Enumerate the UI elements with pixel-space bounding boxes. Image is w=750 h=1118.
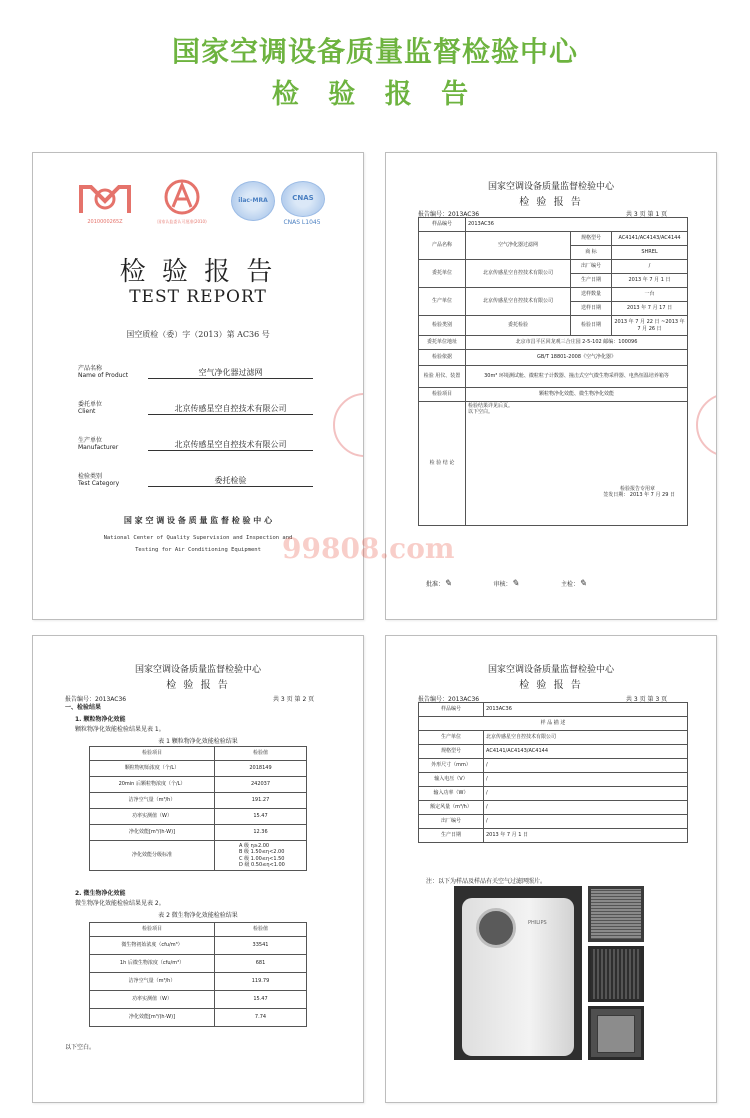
report-number: 报告编号：2013AC36 [418, 696, 480, 703]
table-row: 微生物初始浓度（cfu/m³） 33541 [90, 937, 307, 955]
page-head-2: 检 验 报 告 [519, 680, 583, 691]
cover-fields [78, 363, 328, 507]
photo-note: 注：以下为样品及样品有关空气过滤网照片。 [426, 878, 547, 885]
conclusion-cell: 检验结果详见后页。 以下空白。 检验报告专用章 签发日期： 2013 年 7 月 29 日 [466, 402, 688, 526]
category-value: 委托检验 [148, 475, 313, 487]
page-head-1: 国家空调设备质量监督检验中心 [487, 182, 614, 192]
ilac-mra-logo: ilac-MRA [231, 181, 275, 221]
field-client: 委托单位 Client 北京传感星空自控技术有限公司 [78, 399, 328, 435]
table-1: 检验项目 检验值 颗粒物初始浓度（个/L） 2018149 20min 后颗粒物浓度（个/L） 242037 洁净空气量（m³/h） 191.27 功率实测值（W） 15.47 净化效能[m³/(h·W)] 12.36 净化效能分级标准 A 级 η≥2.00 B 级 1.50≤η<2.00 C 级 1.00≤η<1.50 D 级 0.50≤η<1.00 [89, 746, 307, 871]
table-row: 额定风量（m³/h） / [419, 801, 688, 815]
table-row: 净化效能[m³/(h·W)] 7.74 [90, 1009, 307, 1027]
cma-logo: 2010000265Z [77, 183, 133, 223]
client-value: 北京传感星空自控技术有限公司 [148, 403, 313, 415]
page-info: 共 3 页 第 3 页 [626, 696, 668, 703]
center-name-cn: 国 家 空 调 设 备 质 量 监 督 检 验 中 心 [123, 516, 273, 525]
filter-photo-1 [588, 886, 644, 942]
table-row: 净化效能分级标准 A 级 η≥2.00 B 级 1.50≤η<2.00 C 级 1.00≤η<1.50 D 级 0.50≤η<1.00 [90, 841, 307, 871]
cnas-caption: CNAS L1045 [283, 219, 321, 226]
purifier-brand: PHILIPS [528, 920, 547, 926]
table-row: 洁净空气量（m³/h） 191.27 [90, 793, 307, 809]
table1-title: 表 1 颗粒物净化效能检验结果 [158, 738, 238, 745]
table-row: 规格型号 AC4141/AC4143/AC4144 [419, 745, 688, 759]
field-manufacturer: 生产单位 Manufacturer 北京传感星空自控技术有限公司 [78, 435, 328, 471]
cnas-logo: CNAS [281, 181, 325, 217]
filter-photo-2 [588, 946, 644, 1002]
table-row: 输入功率（W） / [419, 787, 688, 801]
page-info: 共 3 页 第 1 页 [626, 211, 668, 218]
field-category: 检验类别 Test Category 委托检验 [78, 471, 328, 507]
cal-logo: 国家认监委认可批准(2010) [151, 179, 213, 223]
table-row: 生产单位 北京传感星空自控技术有限公司 [419, 731, 688, 745]
page-info: 共 3 页 第 2 页 [273, 696, 315, 703]
report-number: 报告编号：2013AC36 [418, 211, 480, 218]
report-page-3 [385, 635, 717, 1103]
table-row: 颗粒物初始浓度（个/L） 2018149 [90, 761, 307, 777]
table-row: 功率实测值（W） 15.47 [90, 991, 307, 1009]
main-title: 国家空调设备质量监督检验中心 [171, 35, 578, 68]
summary-table: 样品编号 2013AC36 产品名称 空气净化器过滤网 规格型号 AC4141/AC4143/AC4144 商 标 SHREL 委托单位 北京传感星空自控技术有限公司 出厂编号 / 生产日期 2013 年 7 月 1 日 生产单位 北京传感星空自控技术有限公司 送样数量 一台 送样日期 2013 年 7 月 17 日 检验类别 委托检验 检验日期 2013 年 7 月 22 日 ~2013 年 7 月 26 日 委托单位地址 北京市昌平区回龙观三合庄园 2-5-102 邮编：100096 检验依据 GB/T 18801-2008《空气净化器》 检验 用仪、装置 30m³ 环境测试舱、微粒粒子计数器、撞击式空气微生物采样器、电热恒温培养箱等 检验项目 颗粒物净化效能、微生物净化效能 检 验 结 论 检验结果详见后页。 以下空白。 检验报告专用章 签发日期： 2013 年 7 月 29 日 [418, 217, 688, 526]
subsection-1: 1. 颗粒物净化效能 [75, 716, 126, 723]
table2-title: 表 2 微生物净化效能检验结果 [158, 912, 238, 919]
cover-report-number: 国空质检（委）字（2013）第 AC36 号 [126, 330, 270, 339]
center-name-en-line1: National Center of Quality Supervision and Inspection and [103, 535, 293, 541]
main-subtitle: 检 验 报 告 [271, 79, 479, 110]
page-head-2: 检 验 报 告 [166, 680, 230, 691]
report-page-2 [32, 635, 364, 1103]
table-row: 净化效能[m³/(h·W)] 12.36 [90, 825, 307, 841]
page-head-1: 国家空调设备质量监督检验中心 [487, 665, 614, 675]
table-row: 洁净空气量（m³/h） 119.79 [90, 973, 307, 991]
subsection-2: 2. 微生物净化效能 [75, 890, 126, 897]
table-row: 功率实测值（W） 15.47 [90, 809, 307, 825]
section-title: 一、检验结果 [65, 704, 102, 711]
table-row: 20min 后颗粒物浓度（个/L） 242037 [90, 777, 307, 793]
purifier-body [462, 898, 574, 1056]
report-number: 报告编号：2013AC36 [65, 696, 127, 703]
cover-title-cn: 检 验 报 告 [119, 257, 277, 287]
purifier-dial [476, 908, 516, 948]
page-head-2: 检 验 报 告 [519, 197, 583, 208]
cover-title-en: TEST REPORT [129, 287, 267, 307]
purifier-photo [454, 886, 582, 1060]
table-row: 1h 后微生物浓度（cfu/m³） 681 [90, 955, 307, 973]
subsection-2-note: 微生物净化效能检验结果见表 2。 [75, 900, 165, 907]
table-row: 输入电压（V） / [419, 773, 688, 787]
page-head-1: 国家空调设备质量监督检验中心 [134, 665, 261, 675]
filter-photo-3 [588, 1006, 644, 1060]
manufacturer-value: 北京传感星空自控技术有限公司 [148, 439, 313, 451]
watermark: 99808.com [282, 532, 455, 565]
stamp-mark [696, 393, 717, 457]
product-value: 空气净化器过滤网 [148, 367, 313, 379]
subsection-1-note: 颗粒物净化效能检验结果见表 1。 [75, 726, 165, 733]
table-2: 检验项目 检验值 微生物初始浓度（cfu/m³） 33541 1h 后微生物浓度（cfu/m³） 681 洁净空气量（m³/h） 119.79 功率实测值（W） 15.47 净化效能[m³/(h·W)] 7.74 [89, 922, 307, 1027]
table-row: 出厂编号 / [419, 815, 688, 829]
table-row: 外形尺寸（mm） / [419, 759, 688, 773]
field-product: 产品名称 Name of Product 空气净化器过滤网 [78, 363, 328, 399]
table-row: 生产日期 2013 年 7 月 1 日 [419, 829, 688, 843]
stamp-mark [333, 393, 364, 457]
sample-desc-table: 样品编号 2013AC36 样 品 描 述 生产单位 北京传感星空自控技术有限公司 规格型号 AC4141/AC4143/AC4144 外形尺寸（mm） / 输入电压（V） / 输入功率（W） / 额定风量（m³/h） / 出厂编号 / 生产日期 2013 年 7 月 1 日 [418, 702, 688, 843]
blank-note: 以下空白。 [65, 1044, 96, 1051]
signature-row: 批准：✎ 审核：✎ 主检：✎ [426, 579, 587, 589]
center-name-en-line2: Testing for Air Conditioning Equipment [135, 547, 261, 553]
